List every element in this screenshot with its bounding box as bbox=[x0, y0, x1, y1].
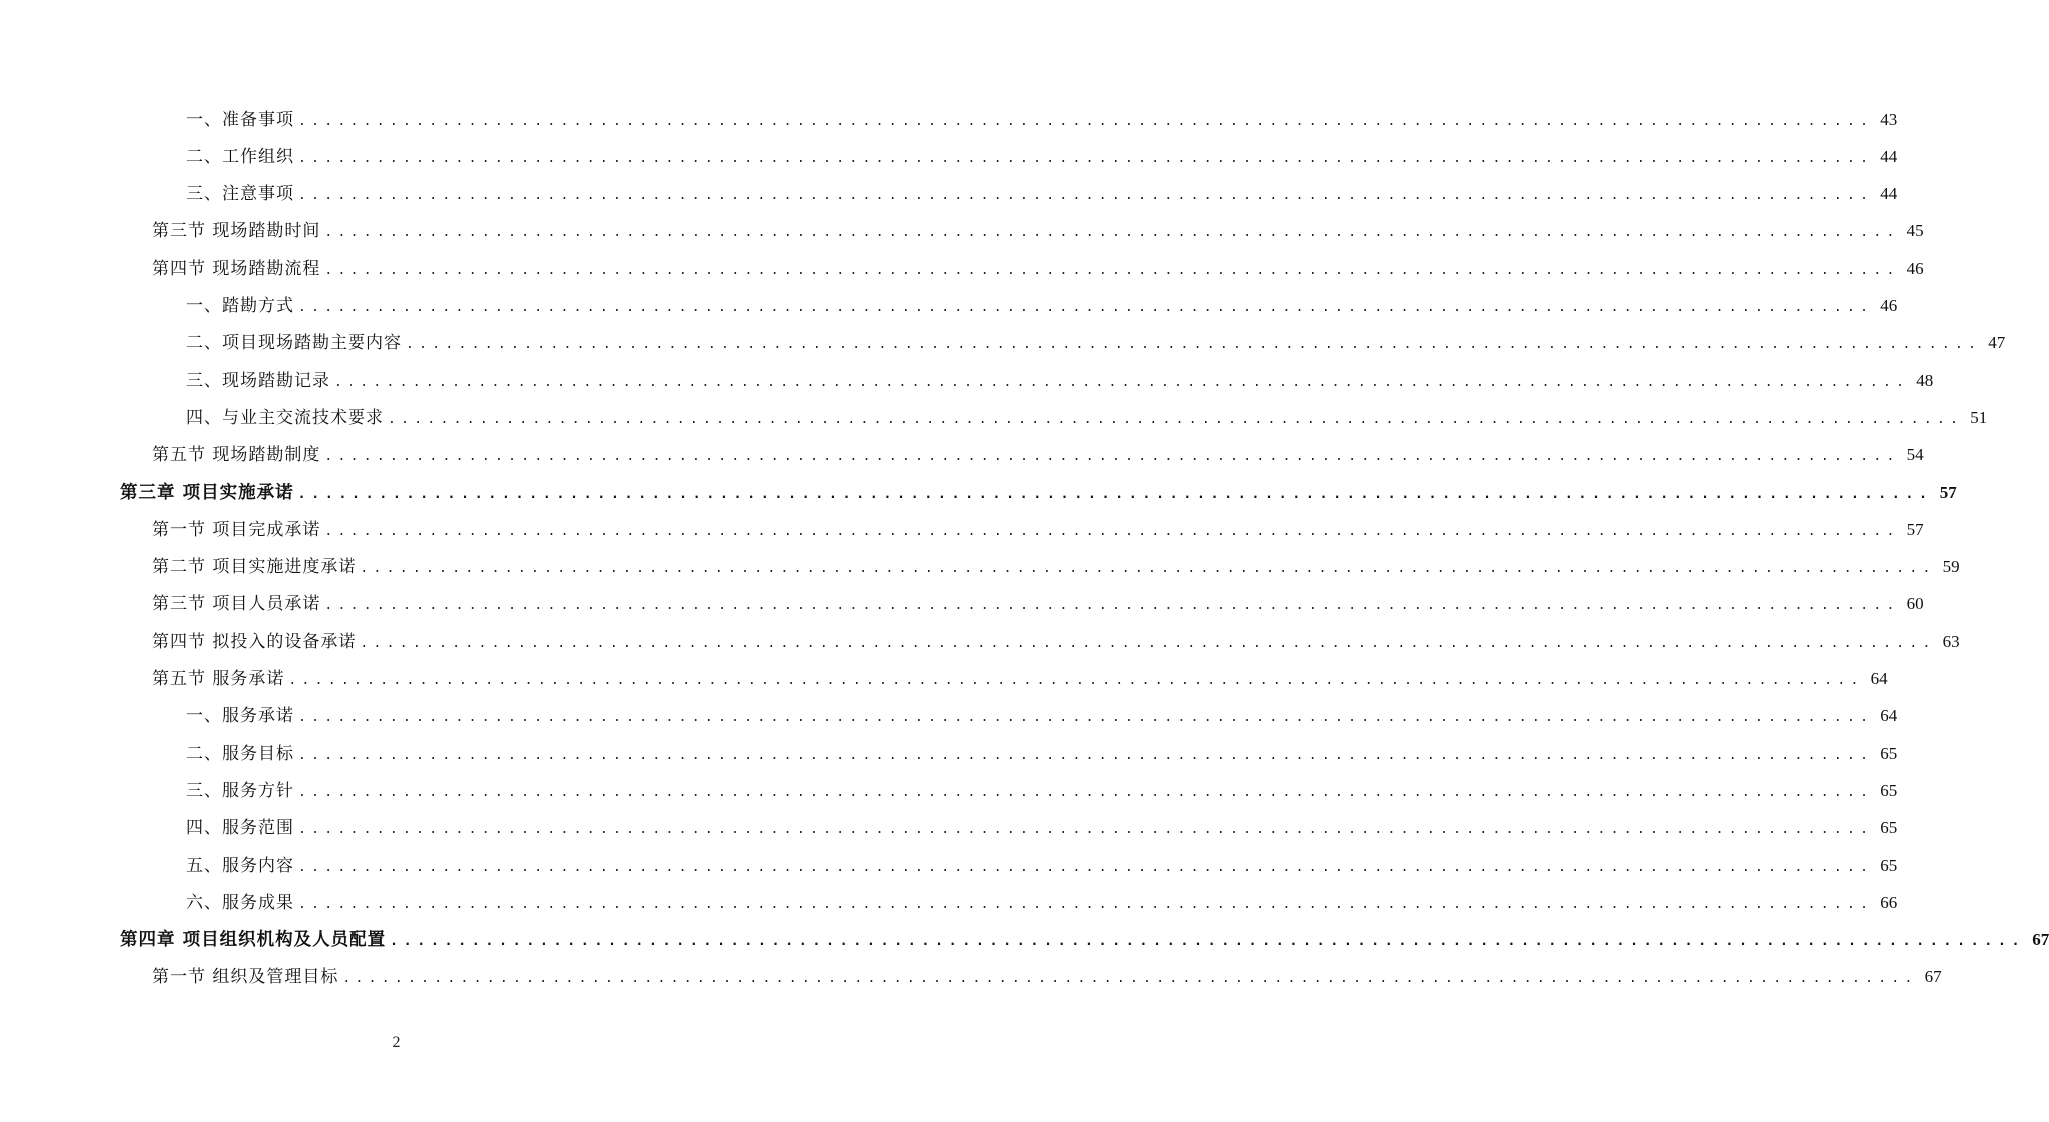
toc-entry-label: 第三章 项目实施承诺 bbox=[120, 482, 294, 503]
toc-entry-label: 第五节 服务承诺 bbox=[152, 669, 285, 689]
toc-dot-leader: ........................................................................................................................ bbox=[298, 784, 1874, 800]
toc-entry-label: 第三节 项目人员承诺 bbox=[152, 594, 321, 615]
toc-entry-label: 三、注意事项 bbox=[186, 184, 294, 205]
toc-dot-leader: ........................................................................................................................ bbox=[390, 934, 2026, 950]
toc-dot-leader: ........................................................................................................................ bbox=[324, 262, 1900, 278]
toc-entry-label: 第四章 项目组织机构及人员配置 bbox=[120, 930, 387, 951]
toc-dot-leader: ........................................................................................................................ bbox=[298, 896, 1874, 912]
toc-entry-label: 三、服务方针 bbox=[186, 780, 294, 801]
toc-dot-leader: ........................................................................................................................ bbox=[324, 523, 1900, 539]
toc-section-entry[interactable] bbox=[152, 250, 1924, 287]
toc-dot-leader: ........................................................................................................................ bbox=[298, 747, 1874, 763]
toc-section-entry[interactable] bbox=[152, 623, 1960, 660]
toc-entry-page-number: 63 bbox=[1942, 631, 1960, 651]
toc-entry-label: 第五节 现场踏勘制度 bbox=[152, 445, 321, 466]
toc-entry-page-number: 66 bbox=[1880, 892, 1898, 912]
toc-entry-page-number: 47 bbox=[1988, 333, 2006, 353]
toc-section-entry[interactable] bbox=[152, 437, 1924, 474]
toc-entry-label: 第二节 项目实施进度承诺 bbox=[152, 557, 357, 578]
toc-dot-leader: ........................................................................................................................ bbox=[298, 859, 1874, 875]
toc-dot-leader: ........................................................................................................................ bbox=[360, 561, 1936, 577]
toc-dot-leader: ........................................................................................................................ bbox=[334, 374, 1910, 390]
toc-dot-leader: ........................................................................................................................ bbox=[298, 113, 1874, 129]
toc-entry-label: 三、现场踏勘记录 bbox=[186, 370, 330, 391]
page-number: 2 bbox=[392, 1034, 401, 1051]
toc-subsection-entry[interactable] bbox=[186, 362, 1934, 399]
toc-entry-page-number: 44 bbox=[1880, 184, 1898, 204]
toc-entry-page-number: 59 bbox=[1942, 557, 1960, 577]
toc-entry-page-number: 65 bbox=[1880, 780, 1898, 800]
toc-subsection-entry[interactable] bbox=[186, 325, 2006, 362]
toc-subsection-entry[interactable] bbox=[186, 810, 1898, 847]
toc-section-entry[interactable] bbox=[152, 586, 1924, 623]
toc-dot-leader: ........................................................................................................................ bbox=[298, 710, 1874, 726]
toc-entry-label: 第一节 项目完成承诺 bbox=[152, 519, 321, 540]
toc-entry-page-number: 60 bbox=[1906, 594, 1924, 614]
toc-entry-page-number: 51 bbox=[1970, 407, 1988, 427]
toc-section-entry[interactable] bbox=[152, 511, 1924, 548]
toc-subsection-entry[interactable] bbox=[186, 101, 1898, 138]
toc-entry-page-number: 64 bbox=[1880, 706, 1898, 726]
toc-entry-page-number: 57 bbox=[1939, 482, 1957, 502]
toc-entry-label: 第三节 现场踏勘时间 bbox=[152, 221, 321, 242]
toc-dot-leader: ........................................................................................................................ bbox=[298, 188, 1874, 204]
toc-dot-leader: ........................................................................................................................ bbox=[388, 411, 1964, 427]
toc-subsection-entry[interactable] bbox=[186, 735, 1898, 772]
toc-dot-leader: ........................................................................................................................ bbox=[360, 635, 1936, 651]
toc-subsection-entry[interactable] bbox=[186, 847, 1898, 884]
toc-chapter-entry[interactable] bbox=[120, 474, 1957, 511]
toc-entry-label: 二、项目现场踏勘主要内容 bbox=[186, 333, 402, 354]
toc-dot-leader: ........................................................................................................................ bbox=[342, 971, 1918, 987]
toc-entry-page-number: 46 bbox=[1906, 258, 1924, 278]
toc-subsection-entry[interactable] bbox=[186, 399, 1988, 436]
toc-entry-label: 二、服务目标 bbox=[186, 743, 294, 764]
toc-entry-label: 一、服务承诺 bbox=[186, 706, 294, 727]
toc-entry-label: 四、服务范围 bbox=[186, 818, 294, 839]
toc-entry-label: 第四节 现场踏勘流程 bbox=[152, 258, 321, 279]
toc-subsection-entry[interactable] bbox=[186, 288, 1898, 325]
toc-entry-page-number: 65 bbox=[1880, 818, 1898, 838]
toc-dot-leader: ........................................................................................................................ bbox=[298, 150, 1874, 166]
toc-dot-leader: ........................................................................................................................ bbox=[324, 598, 1900, 614]
toc-dot-leader: ........................................................................................................................ bbox=[298, 822, 1874, 838]
toc-entry-page-number: 48 bbox=[1916, 370, 1934, 390]
toc-entry-page-number: 54 bbox=[1906, 445, 1924, 465]
toc-entry-label: 五、服务内容 bbox=[186, 855, 294, 876]
toc-entry-page-number: 67 bbox=[2032, 930, 2049, 950]
toc-entry-page-number: 44 bbox=[1880, 146, 1898, 166]
toc-entry-label: 二、工作组织 bbox=[186, 146, 294, 167]
toc-dot-leader: ........................................................................................................................ bbox=[297, 486, 1933, 502]
toc-entry-page-number: 64 bbox=[1870, 669, 1888, 688]
toc-entry-page-number: 46 bbox=[1880, 296, 1898, 315]
toc-entry-page-number: 57 bbox=[1906, 519, 1924, 539]
toc-entry-page-number: 65 bbox=[1880, 743, 1898, 763]
toc-dot-leader: ........................................................................................................................ bbox=[298, 300, 1874, 315]
toc-section-entry[interactable] bbox=[152, 549, 1960, 586]
toc-entry-label: 一、踏勘方式 bbox=[186, 296, 294, 316]
toc-dot-leader: ........................................................................................................................ bbox=[324, 449, 1900, 465]
toc-entry-page-number: 65 bbox=[1880, 855, 1898, 875]
toc-subsection-entry[interactable] bbox=[186, 138, 1898, 175]
toc-entry-label: 第一节 组织及管理目标 bbox=[152, 967, 339, 988]
toc-section-entry[interactable] bbox=[152, 213, 1924, 250]
toc-subsection-entry[interactable] bbox=[186, 698, 1898, 735]
toc-entry-page-number: 67 bbox=[1924, 967, 1942, 987]
toc-entry-label: 六、服务成果 bbox=[186, 892, 294, 913]
toc-dot-leader: ........................................................................................................................ bbox=[288, 673, 1864, 688]
toc-dot-leader: ........................................................................................................................ bbox=[406, 337, 1982, 353]
toc-entry-page-number: 45 bbox=[1906, 221, 1924, 241]
toc-section-entry[interactable] bbox=[152, 959, 1942, 996]
toc-entry-label: 一、准备事项 bbox=[186, 109, 294, 130]
toc-entry-label: 第四节 拟投入的设备承诺 bbox=[152, 631, 357, 652]
toc-subsection-entry[interactable] bbox=[186, 884, 1898, 921]
toc-entry-page-number: 43 bbox=[1880, 109, 1898, 129]
toc-section-entry[interactable] bbox=[152, 661, 1888, 698]
toc-dot-leader: ........................................................................................................................ bbox=[324, 225, 1900, 241]
toc-chapter-entry[interactable] bbox=[120, 922, 2049, 959]
toc-subsection-entry[interactable] bbox=[186, 176, 1898, 213]
toc-subsection-entry[interactable] bbox=[186, 772, 1898, 809]
toc-entry-label: 四、与业主交流技术要求 bbox=[186, 407, 384, 428]
